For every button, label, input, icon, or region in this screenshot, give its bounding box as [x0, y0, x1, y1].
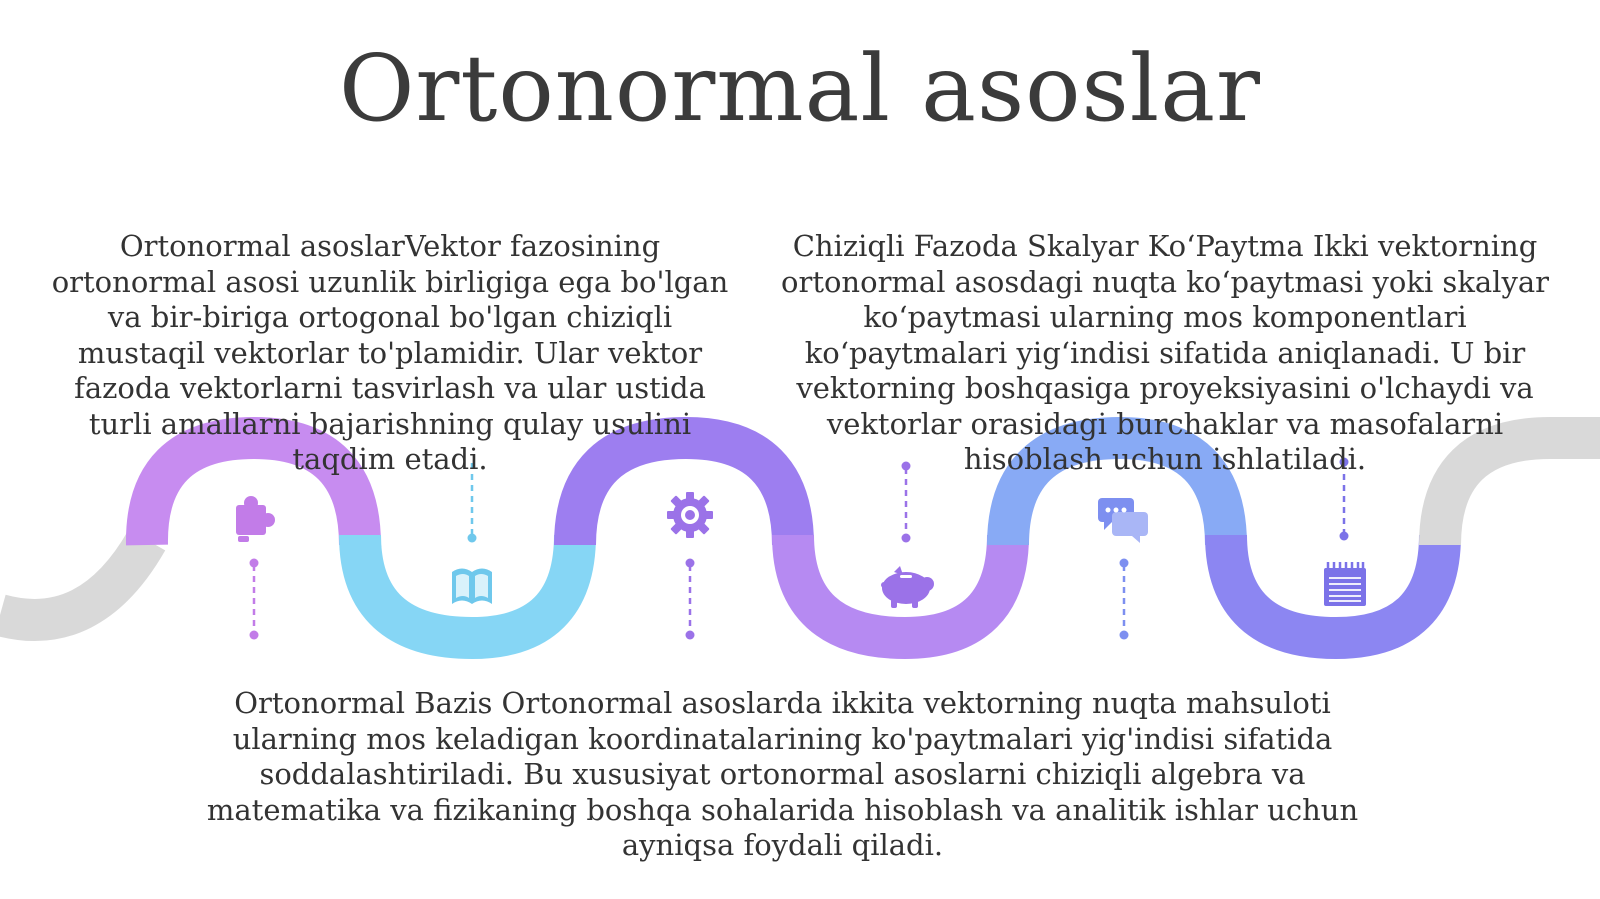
stem-dot [686, 559, 695, 568]
stem-dot [250, 559, 259, 568]
stem-dot [686, 631, 695, 640]
piggy-bank-icon [881, 566, 934, 608]
stem-dot [902, 534, 911, 543]
text-block-orthonormal-basis: Ortonormal Bazis Ortonormal asoslarda ikkita vektorning nuqta mahsuloti ularning mos keladigan koordinatalarining ko'paytmalari yig'indisi sifatida soddalashtiriladi. Bu xususiyat ortonormal asoslarni chiziqli algebra va matematika va fizikaning boshqa sohalarida hisoblash va analitik ishlar uchun ayniqsa foydali qiladi. [206, 686, 1359, 862]
gear-icon [667, 492, 713, 538]
text-block-scalar-product: Chiziqli Fazoda Skalyar Ko‘Paytma Ikki vektorning ortonormal asosdagi nuqta ko‘paytmasi yoki skalyar ko‘paytmasi ularning mos komponentlari ko‘paytmalari yig‘indisi sifatida aniqlanadi. U bir vektorning boshqasiga proyeksiyasini o'lchaydi va vektorlar orasidagi burchaklar va masofalarni hisoblash uchun ishlatiladi. [781, 229, 1549, 476]
stem-dot [250, 631, 259, 640]
page-title: Ortonormal asoslar [338, 35, 1262, 142]
puzzle-icon [236, 496, 275, 542]
stem-dot [1340, 532, 1349, 541]
wave-segment-gray-left [0, 540, 147, 620]
notepad-icon [1324, 562, 1366, 606]
stem-dot [1120, 631, 1129, 640]
chat-bubbles-icon [1098, 498, 1148, 543]
stem-dot [468, 534, 477, 543]
text-block-orthonormal-bases: Ortonormal asoslarVektor fazosining ortonormal asosi uzunlik birligiga ega bo'lgan va bir-biriga ortogonal bo'lgan chiziqli mustaqil vektorlar to'plamidir. Ular vektor fazoda vektorlarni tasvirlash va ular ustida turli amallarni bajarishning qulay usulini taqdim etadi. [51, 229, 729, 476]
book-icon [452, 569, 492, 605]
stem-dot [1120, 559, 1129, 568]
